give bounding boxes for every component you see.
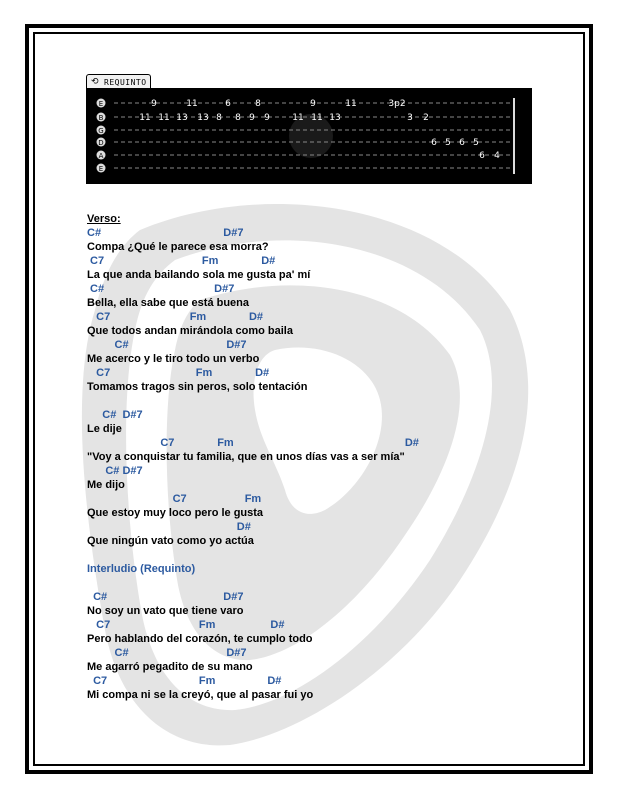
lyric-line: Compa ¿Qué le parece esa morra? (87, 241, 269, 253)
chord-line: C7 Fm D# (87, 255, 276, 267)
lyric-line: Me dijo (87, 479, 125, 491)
tab-fret-number: 13 (176, 113, 188, 123)
lyric-line: Me agarró pegadito de su mano (87, 661, 253, 673)
tab-string-name: A (98, 152, 104, 160)
chord-line: C7 Fm D# (87, 367, 270, 379)
tab-fret-number: 11 (292, 113, 304, 123)
chord-line: C7 Fm D# (87, 619, 285, 631)
tab-fret-number: 9 (151, 99, 157, 109)
chord-line: C# D#7 (87, 591, 244, 603)
tab-fret-number: 8 (255, 99, 261, 109)
tab-fret-number: 9 (264, 113, 270, 123)
tab-fret-number: 5 (473, 138, 479, 148)
song-sheet (87, 212, 517, 702)
chord-line: C# D#7 (87, 283, 235, 295)
blank-line (87, 548, 517, 562)
lyric-line: Bella, ella sabe que está buena (87, 297, 250, 309)
chord-line: D# (87, 521, 251, 533)
tablature-staff (86, 88, 532, 184)
tab-fret-number: 8 (216, 113, 222, 123)
chord-line: C7 Fm D# (87, 675, 282, 687)
lyric-line: Que ningún vato como yo actúa (87, 535, 254, 547)
tab-string-name: E (98, 100, 104, 108)
lyric-line: Tomamos tragos sin peros, solo tentación (87, 381, 308, 393)
blank-line (87, 394, 517, 408)
tab-fret-number: 13 (329, 113, 341, 123)
refresh-icon: ⟲ (91, 77, 99, 87)
tab-fret-number: 5 (445, 138, 451, 148)
tab-fret-number: 6 (225, 99, 231, 109)
chord-line: C# D#7 (87, 227, 244, 239)
chord-line: C7 Fm (87, 493, 262, 505)
chord-line: C# D#7 (87, 409, 143, 421)
tab-fret-number: 13 (197, 113, 209, 123)
tab-fret-number: 8 (235, 113, 241, 123)
tab-string-name: G (98, 127, 104, 135)
blank-line (87, 576, 517, 590)
tab-requinto[interactable] (86, 74, 151, 89)
lyric-line: Que todos andan mirándola como baila (87, 325, 293, 337)
tab-fret-number: 11 (158, 113, 170, 123)
lyric-line: Pero hablando del corazón, te cumplo todo (87, 633, 313, 645)
lyric-line: Le dije (87, 423, 122, 435)
tab-fret-number: 6 (479, 151, 485, 161)
section-heading: Verso: (87, 213, 121, 225)
lyric-line: "Voy a conquistar tu familia, que en unos días vas a ser mía" (87, 451, 405, 463)
lyric-line: La que anda bailando sola me gusta pa' mí (87, 269, 311, 281)
lyric-line: Mi compa ni se la creyó, que al pasar fui yo (87, 689, 314, 701)
tablature-panel (86, 88, 532, 184)
tab-fret-number: 6 (431, 138, 437, 148)
chord-line: C7 Fm D# (87, 437, 419, 449)
tab-requinto-label: REQUINTO (104, 78, 147, 87)
tab-string-name: D (98, 139, 104, 147)
lyric-line: Que estoy muy loco pero le gusta (87, 507, 264, 519)
tab-fret-number: 11 (139, 113, 151, 123)
tab-fret-number: 9 (249, 113, 255, 123)
lyric-line: No soy un vato que tiene varo (87, 605, 244, 617)
tab-fret-number: 2 (423, 113, 429, 123)
section-heading: Interludio (Requinto) (87, 563, 196, 575)
tab-fret-number: 3p2 (388, 99, 406, 109)
tab-fret-number: 4 (494, 151, 500, 161)
chord-line: C# D#7 (87, 647, 247, 659)
tab-fret-number: 6 (459, 138, 465, 148)
tab-fret-number: 11 (345, 99, 357, 109)
chord-line: C# D#7 (87, 465, 143, 477)
tab-fret-number: 9 (310, 99, 316, 109)
tab-string-name: B (98, 114, 104, 122)
chord-line: C# D#7 (87, 339, 247, 351)
tab-fret-number: 11 (311, 113, 323, 123)
tab-fret-number: 11 (186, 99, 198, 109)
tab-fret-number: 3 (407, 113, 413, 123)
tab-string-name: E (98, 165, 104, 173)
chord-line: C7 Fm D# (87, 311, 264, 323)
lyric-line: Me acerco y le tiro todo un verbo (87, 353, 260, 365)
